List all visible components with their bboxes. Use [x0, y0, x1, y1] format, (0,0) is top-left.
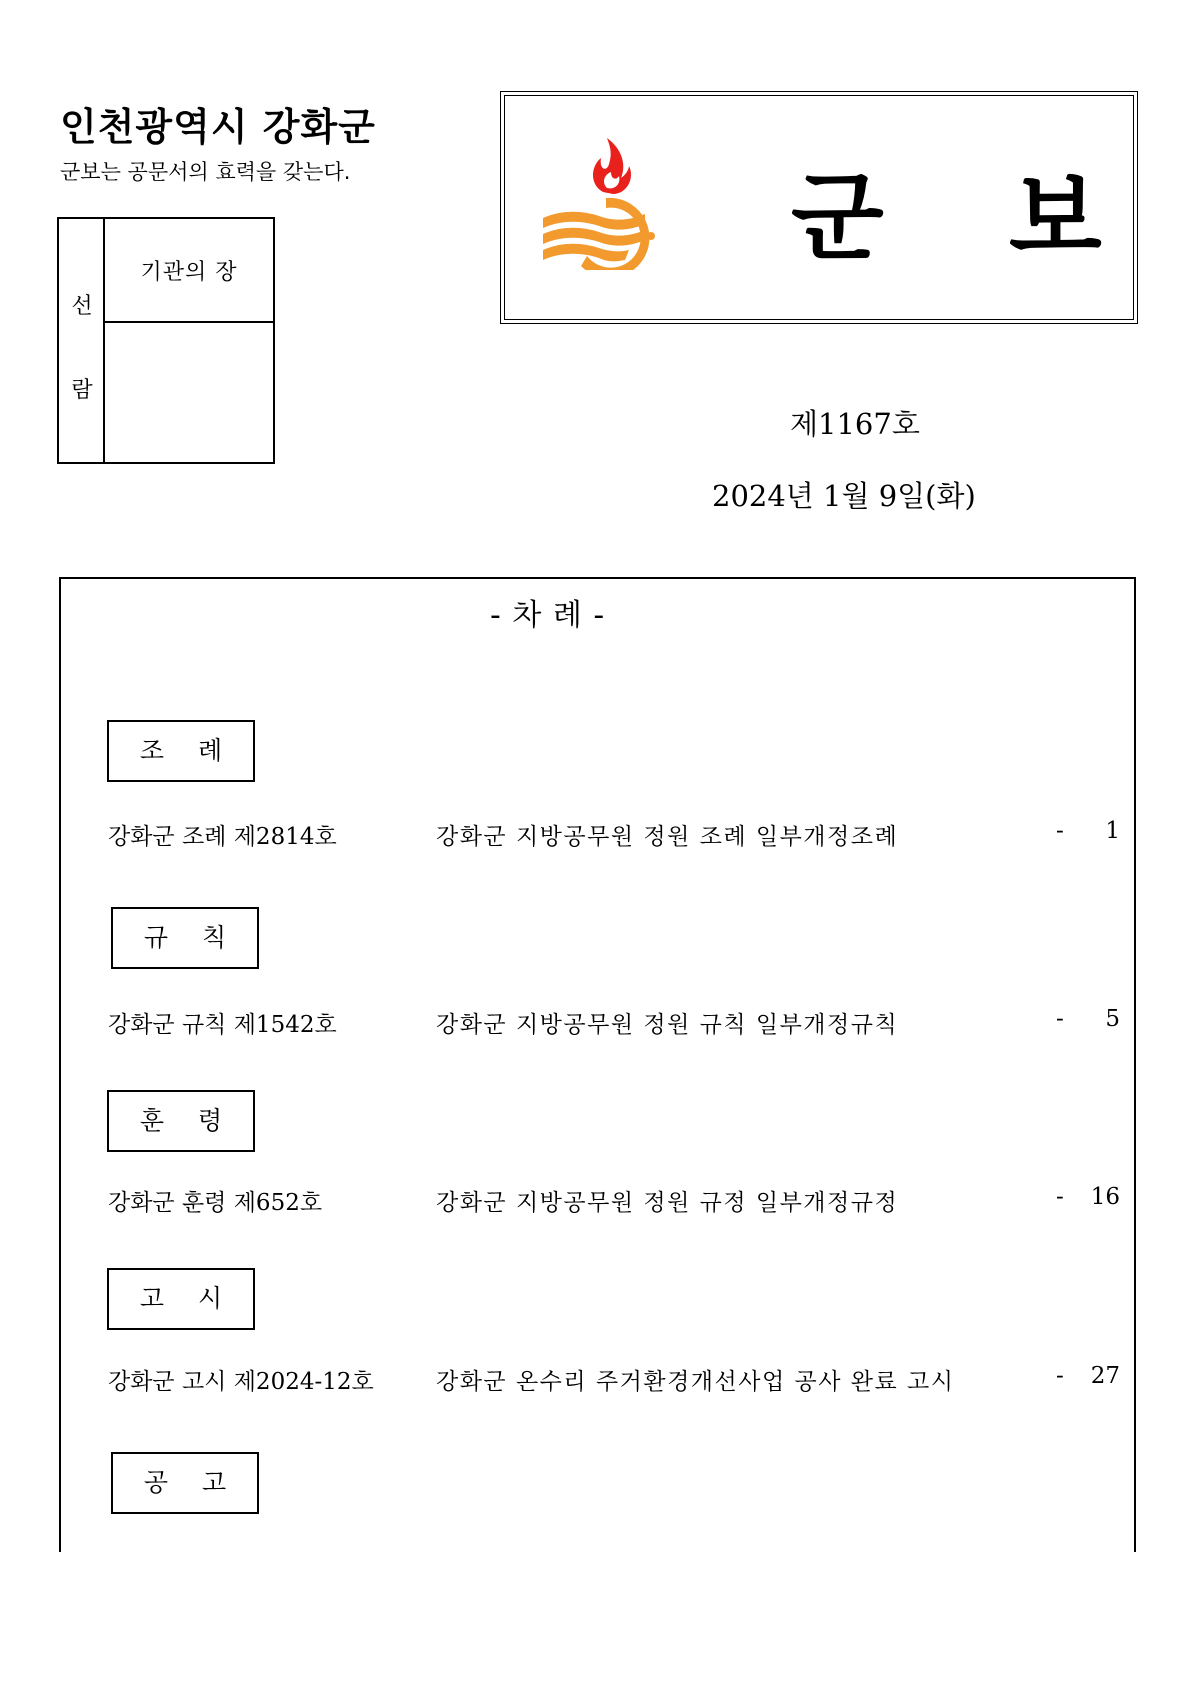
entry-dash: -	[1056, 1006, 1064, 1032]
entry-title: 강화군 지방공무원 정원 규칙 일부개정규칙	[436, 1012, 899, 1038]
publisher-name: 인천광역시 강화군	[60, 105, 376, 149]
entry-dash: -	[1056, 818, 1064, 844]
entry-title: 강화군 지방공무원 정원 규정 일부개정규정	[436, 1190, 899, 1216]
entry-dash: -	[1056, 1184, 1064, 1210]
title-char-1: 군	[791, 162, 884, 274]
entry-title: 강화군 지방공무원 정원 조례 일부개정조례	[436, 824, 899, 850]
approval-side-bottom: 람	[71, 378, 93, 403]
emblem-wave-2	[543, 228, 645, 246]
approval-side-column	[59, 219, 105, 462]
category-box-ordinance: 조 례	[107, 720, 255, 782]
emblem-dot	[647, 232, 655, 240]
approval-head-label: 기관의 장	[105, 219, 273, 323]
entry-number: 강화군 고시 제2024-12호	[108, 1369, 374, 1395]
category-box-rule: 규 칙	[111, 907, 259, 969]
entry-number: 강화군 훈령 제652호	[108, 1190, 323, 1216]
entry-page: 5	[1105, 1006, 1120, 1032]
entry-page: 27	[1090, 1363, 1120, 1389]
emblem-wave-1	[543, 212, 645, 230]
category-box-notice: 고 시	[107, 1268, 255, 1330]
issue-number: 제1167호	[790, 407, 920, 441]
issue-date: 2024년 1월 9일(화)	[712, 479, 976, 513]
title-box	[500, 91, 1138, 324]
entry-number: 강화군 규칙 제1542호	[108, 1012, 337, 1038]
entry-page: 16	[1090, 1184, 1120, 1210]
title-char-2: 보	[1009, 162, 1102, 274]
approval-box	[57, 217, 275, 464]
approval-side-top: 선	[71, 294, 93, 319]
county-emblem-flame-icon	[541, 136, 671, 270]
entry-title: 강화군 온수리 주거환경개선사업 공사 완료 고시	[436, 1369, 955, 1395]
entry-number: 강화군 조례 제2814호	[108, 824, 337, 850]
publisher-subtitle: 군보는 공문서의 효력을 갖는다.	[60, 160, 351, 184]
toc-title: - 차 례 -	[490, 598, 605, 633]
category-box-announcement: 공 고	[111, 1452, 259, 1514]
category-box-directive: 훈 령	[107, 1090, 255, 1152]
entry-page: 1	[1105, 818, 1120, 844]
entry-dash: -	[1056, 1363, 1064, 1389]
